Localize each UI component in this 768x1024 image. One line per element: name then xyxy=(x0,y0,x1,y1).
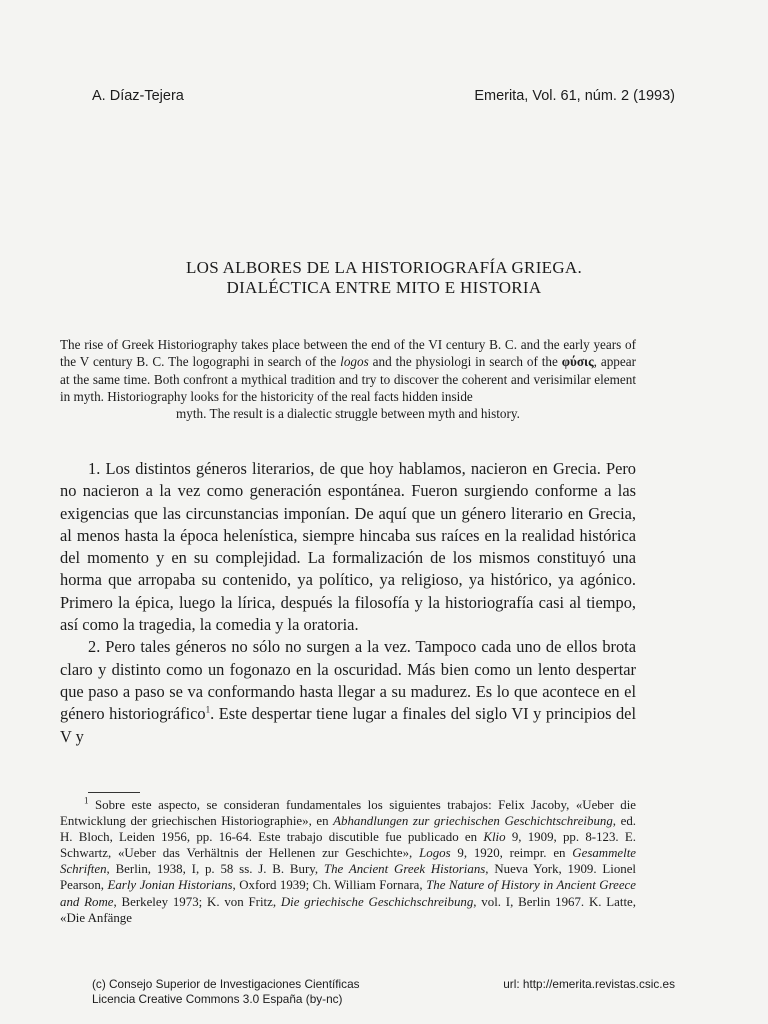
footnote-title: Early Jonian Historians xyxy=(107,878,233,893)
footnote-title: The Nature of History in Ancient Greece and Rome xyxy=(60,878,636,909)
footnote-segment: , Berkeley 1973; K. von Fritz, xyxy=(113,894,281,909)
paragraph-1: 1. Los distintos géneros literarios, de que hoy hablamos, nacieron en Grecia. Pero no nacieron a la vez como generación espontánea. Fueron surgiendo conforme a las exigencias que las circunstancias imponían. De aquí que un género literario en Grecia, al menos hasta la época helenística, siempre hincaba sus raíces en la realidad histórica del momento y en su complejidad. La formalización de los mismos constituyó una horma que arropaba su contenido, ya político, ya religioso, ya histórico, ya agónico. Primero la épica, luego la lírica, después la filosofía y la historiografía casi al tiempo, así como la tragedia, la comedia y la oratoria. xyxy=(60,459,636,635)
footnote-mark: 1 xyxy=(84,795,89,806)
footnote-segment: , Oxford 1939; Ch. William Fornara, xyxy=(232,878,427,893)
footnote-title: Logos xyxy=(419,846,451,861)
footnote-title: Abhandlungen zur griechischen Geschichtschreibung xyxy=(333,814,613,829)
footnote-title: Die griechische Geschichschreibung xyxy=(280,894,474,909)
paragraph-2-text-b: . Este despertar tiene lugar a finales del siglo VI y principios del V y xyxy=(60,704,636,746)
abstract-text-1: The rise of Greek Historiography takes place between the end of the VI century B. C. and the early years of the V century B. C. The logographi in search of the xyxy=(60,337,636,370)
article-title-line-2: DIALÉCTICA ENTRE MITO E HISTORIA xyxy=(226,278,542,297)
footer-copyright: (c) Consejo Superior de Investigaciones Científicas xyxy=(92,977,360,991)
paragraph-2-text-a: 2. Pero tales géneros no sólo no surgen a la vez. Tampoco cada uno de ellos brota claro y distinto como un fogonazo en la oscuridad. Más bien como un lento despertar que paso a paso se va conformando hasta llegar a su madurez. Es lo que acontece en el género historiográfico xyxy=(60,637,636,724)
header-author: A. Díaz-Tejera xyxy=(92,88,184,104)
footer-license-text: Licencia Creative Commons 3.0 España (by-nc) xyxy=(92,992,343,1006)
footnote-title: The Ancient Greek Historians xyxy=(323,862,486,877)
footnote-segment: , vol. I, Berlin 1967. K. Latte, «Die Anfänge xyxy=(60,894,636,925)
footnote-ref[interactable]: 1 xyxy=(205,704,211,715)
abstract-logos: logos xyxy=(340,354,369,370)
abstract-physis: φύσις xyxy=(561,354,594,370)
footnote xyxy=(60,797,636,926)
footnote-segment: , Berlin, 1938, I, p. 58 ss. J. B. Bury, xyxy=(106,862,324,877)
article-body xyxy=(60,458,636,748)
paragraph-2 xyxy=(60,636,636,747)
abstract xyxy=(60,336,636,422)
footnote-divider xyxy=(88,792,140,793)
footer-url[interactable]: url: http://emerita.revistas.csic.es xyxy=(503,977,675,991)
abstract-text-3: , appear at the same time. Both confront a mythical tradition and try to discover the coherent and verisimilar element in myth. Historiography looks for the historicity of the real facts hidden inside xyxy=(60,354,637,404)
footnote-title: Klio xyxy=(483,830,506,845)
footnote-segment: , Nueva York, 1909. Lionel Pearson, xyxy=(60,862,637,893)
footnote-segment: , ed. H. Bloch, Leiden 1956, pp. 16-64. Este trabajo discutible fue publicado en xyxy=(60,814,636,845)
abstract-text-2: and the physiologi in search of the xyxy=(368,354,562,370)
header-journal: Emerita, Vol. 61, núm. 2 (1993) xyxy=(474,88,675,104)
abstract-text-4: myth. The result is a dialectic struggle between myth and history. xyxy=(176,406,520,422)
footnote-segment: 9, 1920, reimpr. en xyxy=(450,846,573,861)
footer-license xyxy=(92,977,360,1007)
footnote-title: Gesammelte Schriften xyxy=(60,846,637,877)
footnote-segment: 9, 1909, pp. 8-123. E. Schwartz, «Ueber das Verhältnis der Hellenen zur Geschichte», xyxy=(60,830,637,861)
article-title-line-1: LOS ALBORES DE LA HISTORIOGRAFÍA GRIEGA. xyxy=(185,258,583,277)
footnote-segment: Sobre este aspecto, se consideran fundamentales los siguientes trabajos: Felix Jacoby, «Ueber die Entwicklung der griechischen Historiographie», en xyxy=(60,798,636,829)
footnote-text xyxy=(60,795,637,925)
